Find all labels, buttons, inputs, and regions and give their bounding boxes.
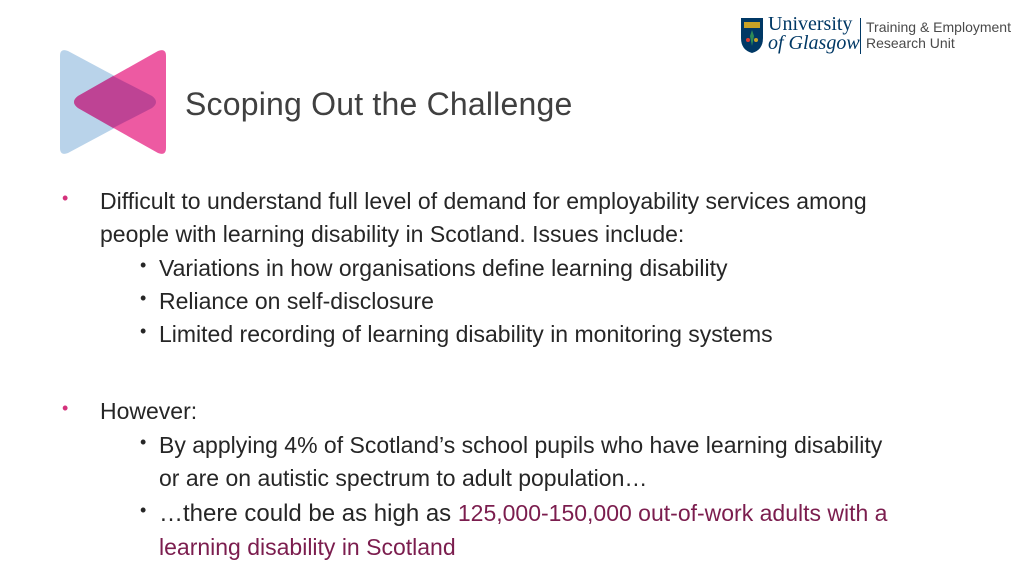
- university-name-line2: of Glasgow: [768, 32, 860, 54]
- bullet-2-line-1: However:: [100, 398, 198, 424]
- sub-item-definitions: Variations in how organisations define learning disability: [159, 255, 728, 281]
- estimate-highlight-1: 125,000-150,000 out-of-work adults with a: [457, 500, 888, 526]
- estimate-prefix: …there could be as high as: [159, 500, 458, 527]
- research-unit-line1: Training & Employment: [866, 19, 1011, 35]
- sub-bullet-dot: •: [140, 288, 147, 308]
- sub-bullet-dot: •: [140, 500, 147, 520]
- university-name-line1: University: [768, 13, 853, 35]
- sub-item-pupils-line-1: By applying 4% of Scotland’s school pupils who have learning disability: [159, 432, 883, 458]
- sub-bullet-dot: •: [140, 321, 147, 341]
- sub-item-recording: Limited recording of learning disability in monitoring systems: [159, 321, 773, 347]
- estimate-highlight-2: learning disability in Scotland: [159, 534, 456, 560]
- bullet-dot: •: [62, 398, 69, 418]
- sub-item-estimate-line-1: [159, 498, 887, 529]
- sub-item-self-disclosure: Reliance on self-disclosure: [159, 288, 434, 314]
- sub-item-pupils-line-2: or are on autistic spectrum to adult population…: [159, 465, 648, 491]
- research-unit-line2: Research Unit: [866, 35, 955, 51]
- sub-bullet-dot: •: [140, 255, 147, 275]
- bullet-dot: •: [62, 188, 69, 208]
- bullet-1-line-2: people with learning disability in Scotland. Issues include:: [100, 221, 685, 247]
- bullet-1-line-1: Difficult to understand full level of demand for employability services among: [100, 188, 867, 214]
- slide-title: Scoping Out the Challenge: [185, 86, 573, 122]
- sub-bullet-dot: •: [140, 432, 147, 452]
